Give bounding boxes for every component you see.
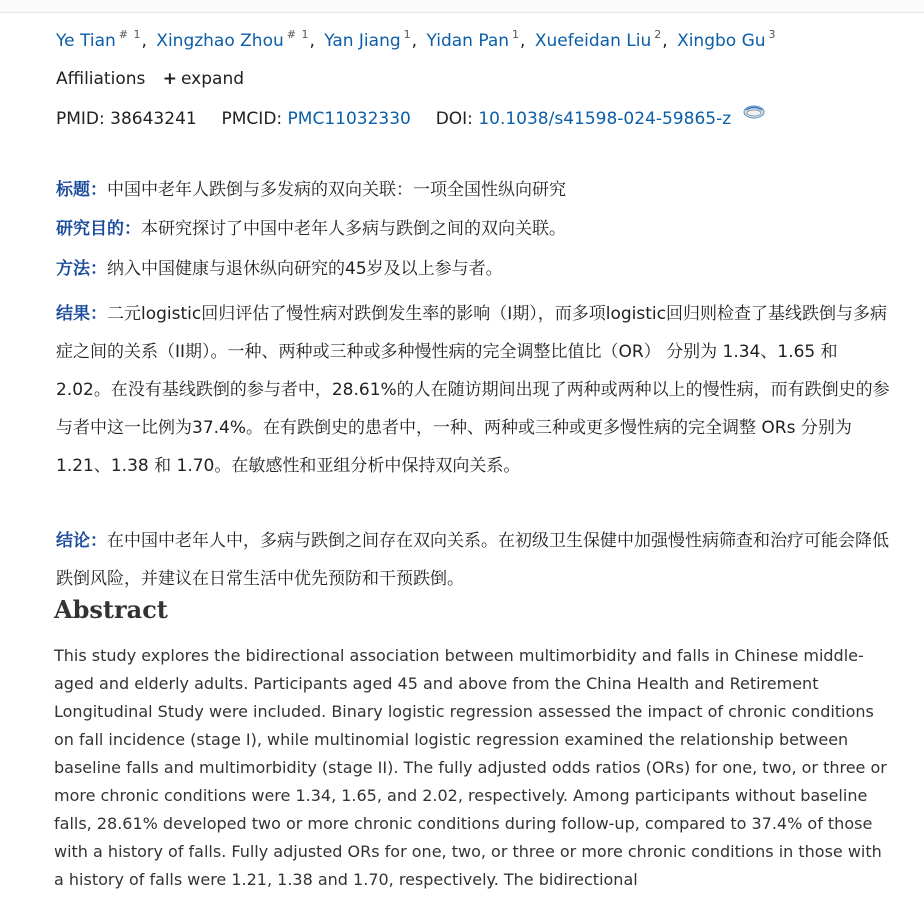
author-link[interactable]: Xingzhao Zhou xyxy=(156,31,284,51)
doi-link[interactable]: 10.1038/s41598-024-59865-z xyxy=(478,109,732,129)
cn-title-row xyxy=(56,177,896,203)
cn-aim-row xyxy=(56,216,896,242)
author-link[interactable]: Yan Jiang xyxy=(324,31,401,51)
cn-conclusion-paragraph xyxy=(56,522,896,598)
affiliations-expand-button[interactable] xyxy=(163,69,244,89)
top-border xyxy=(0,0,924,13)
abstract-text: This study explores the bidirectional association between multimorbidity and falls in Chinese middle-aged and elderly adults. Participants aged 45 and above from the China Health and Retirement Longitudinal Study were included. Binary logistic regression assessed the impact of chronic conditions on fall incidence (stage I), while multinomial logistic regression examined the relationship between baseline falls and multimorbidity (stage II). The fully adjusted odds ratios (ORs) for one, two, or three or more chronic conditions were 1.34, 1.65, and 2.02, respectively. Among participants without baseline falls, 28.61% developed two or more chronic conditions during follow-up, compared to 37.4% of those with a history of falls. Fully adjusted ORs for one, two, or three or more chronic conditions in those with a history of falls were 1.21, 1.38 and 1.70, respectively. The bidirectional xyxy=(54,646,887,889)
expand-label: expand xyxy=(181,69,245,89)
crossref-icon[interactable] xyxy=(743,102,765,118)
author-affiliation-sup[interactable]: 3 xyxy=(768,28,777,41)
cn-result-text: 二元logistic回归评估了慢性病对跌倒发生率的影响（I期），而多项logistic回归则检查了基线跌倒与多病症之间的关系（II期）。一种、两种或三种或多种慢性病的完全调整比值比（OR） 分别为 1.34、1.65 和 2.02。在没有基线跌倒的参与者中，28.61%的人在随访期间出现了两种或两种以上的慢性病，而有跌倒史的参与者中这一比例为37.4%。在有跌倒史的患者中，一种、两种或三种或更多慢性病的完全调整 ORs 分别为 1.21、1.38 和 1.70。在敏感性和亚组分析中保持双向关系。 xyxy=(56,304,890,476)
cn-result-paragraph xyxy=(56,295,896,485)
author-list: Ye Tian $^{\# 1}$, Xingzhao Zhou $^{\# 1}$, Yan Jiang $^1$, Yidan Pan $^1$, Xuefeidan Liu $^2$, Xingbo Gu $^3$ xyxy=(56,28,777,51)
cn-aim-key: 研究目的： xyxy=(56,219,141,239)
author-affiliation-sup[interactable]: 1 xyxy=(403,28,412,41)
cn-title-text: 中国中老年人跌倒与多发病的双向关联：一项全国性纵向研究 xyxy=(107,180,566,200)
affiliations-label: Affiliations xyxy=(56,69,146,89)
abstract-heading: Abstract xyxy=(54,595,168,624)
author-affiliation-sup[interactable]: # 1 xyxy=(118,28,142,41)
pmcid-label: PMCID: xyxy=(221,109,283,129)
author-affiliation-sup[interactable]: # 1 xyxy=(286,28,310,41)
cn-conclusion-text: 在中国中老年人中，多病与跌倒之间存在双向关系。在初级卫生保健中加强慢性病筛查和治疗可能会降低跌倒风险，并建议在日常生活中优先预防和干预跌倒。 xyxy=(56,531,889,589)
identifiers-row xyxy=(56,102,765,132)
author-affiliation-sup[interactable]: 1 xyxy=(512,28,521,41)
cn-method-key: 方法： xyxy=(56,259,107,279)
pmid-label: PMID: xyxy=(56,109,105,129)
author-link[interactable]: Yidan Pan xyxy=(426,31,510,51)
doi-label: DOI: xyxy=(435,109,473,129)
pmcid-link[interactable]: PMC11032330 xyxy=(287,109,411,129)
plus-icon: + xyxy=(162,69,178,89)
cn-conclusion-key: 结论： xyxy=(56,531,107,551)
pmid-value: 38643241 xyxy=(110,109,197,129)
cn-title-key: 标题： xyxy=(56,180,107,200)
cn-method-text: 纳入中国健康与退休纵向研究的45岁及以上参与者。 xyxy=(107,259,503,279)
cn-method-row xyxy=(56,256,896,282)
author-link[interactable]: Xuefeidan Liu xyxy=(534,31,652,51)
author-link[interactable]: Xingbo Gu xyxy=(677,31,766,51)
cn-aim-text: 本研究探讨了中国中老年人多病与跌倒之间的双向关联。 xyxy=(141,219,566,239)
author-affiliation-sup[interactable]: 2 xyxy=(654,28,663,41)
cn-result-key: 结果： xyxy=(56,304,107,324)
author-link[interactable]: Ye Tian xyxy=(56,31,116,51)
affiliations-row xyxy=(56,66,244,92)
